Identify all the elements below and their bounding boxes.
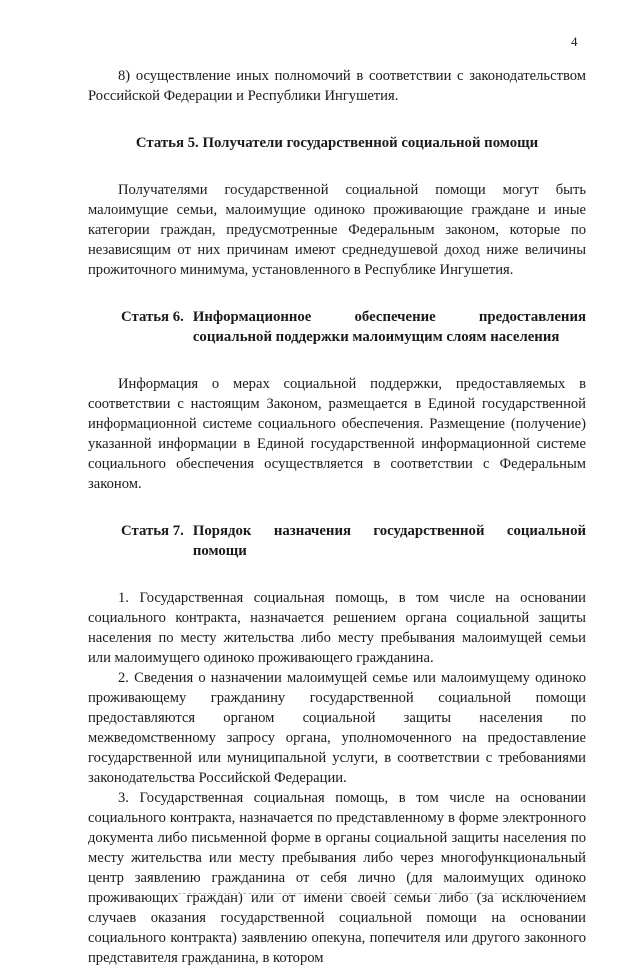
scan-artifact-line [178, 893, 578, 897]
article-7-item-1: 1. Государственная социальная помощь, в том числе на основании социального контракта, назначается решением органа социальной защиты населения по месту жительства либо месту пребывания малоимущей семьи или малоимущего одиноко проживающего гражданина. [88, 590, 586, 666]
article-7-heading [121, 521, 586, 561]
article-5-heading: Статья 5. Получатели государственной социальной помощи [135, 135, 539, 151]
article-6-heading [121, 307, 586, 347]
article-7-item-3: 3. Государственная социальная помощь, в том числе на основании социального контракта, назначается по представленному в форме электронного документа либо письменной форме в органы социальной защиты населения по месту жительства или месту пребывания либо через многофункциональный центр заявлению гражданина от себя лично (для малоимущих одиноко проживающих граждан) или от имени своей семьи либо (за исключением случаев оказания государственной социальной помощи на основании социального контракта) заявлению опекуна, попечителя или другого законного представителя гражданина, в котором [88, 790, 586, 966]
document-body [88, 66, 586, 968]
article-7-item-2: 2. Сведения о назначении малоимущей семье или малоимущему одиноко проживающему гражданину государственной социальной помощи предоставляются органом социальной защиты населения по межведомственному запросу органа, уполномоченного на предоставление государственной или муниципальной услуги, в соответствии с требованиями законодательства Российской Федерации. [88, 670, 586, 786]
article-5-paragraph: Получателями государственной социальной помощи могут быть малоимущие семьи, малоимущие одиноко проживающие граждане и иные категории граждан, предусмотренные Федеральным законом, которые по независящим от них причинам имеют среднедушевой доход ниже величины прожиточного минимума, установленного в Республике Ингушетия. [88, 182, 586, 278]
page-number: 4 [571, 34, 578, 49]
item-8-paragraph: 8) осуществление иных полномочий в соответствии с законодательством Российской Федерации и Республики Ингушетия. [88, 68, 586, 104]
article-6-title: Информационное обеспечение предоставления социальной поддержки малоимущим слоям населения [192, 309, 586, 345]
article-7-title: Порядок назначения государственной социальной помощи [192, 523, 586, 559]
article-7-number: Статья 7. [121, 523, 184, 539]
article-6-number: Статья 6. [121, 309, 184, 325]
article-6-paragraph: Информация о мерах социальной поддержки, предоставляемых в соответствии с настоящим Законом, размещается в Единой государственной информационной системе социального обеспечения. Размещение (получение) указанной информации в Единой государственной информационной системе социального обеспечения осуществляется в соответствии с Федеральным законом. [88, 376, 586, 492]
